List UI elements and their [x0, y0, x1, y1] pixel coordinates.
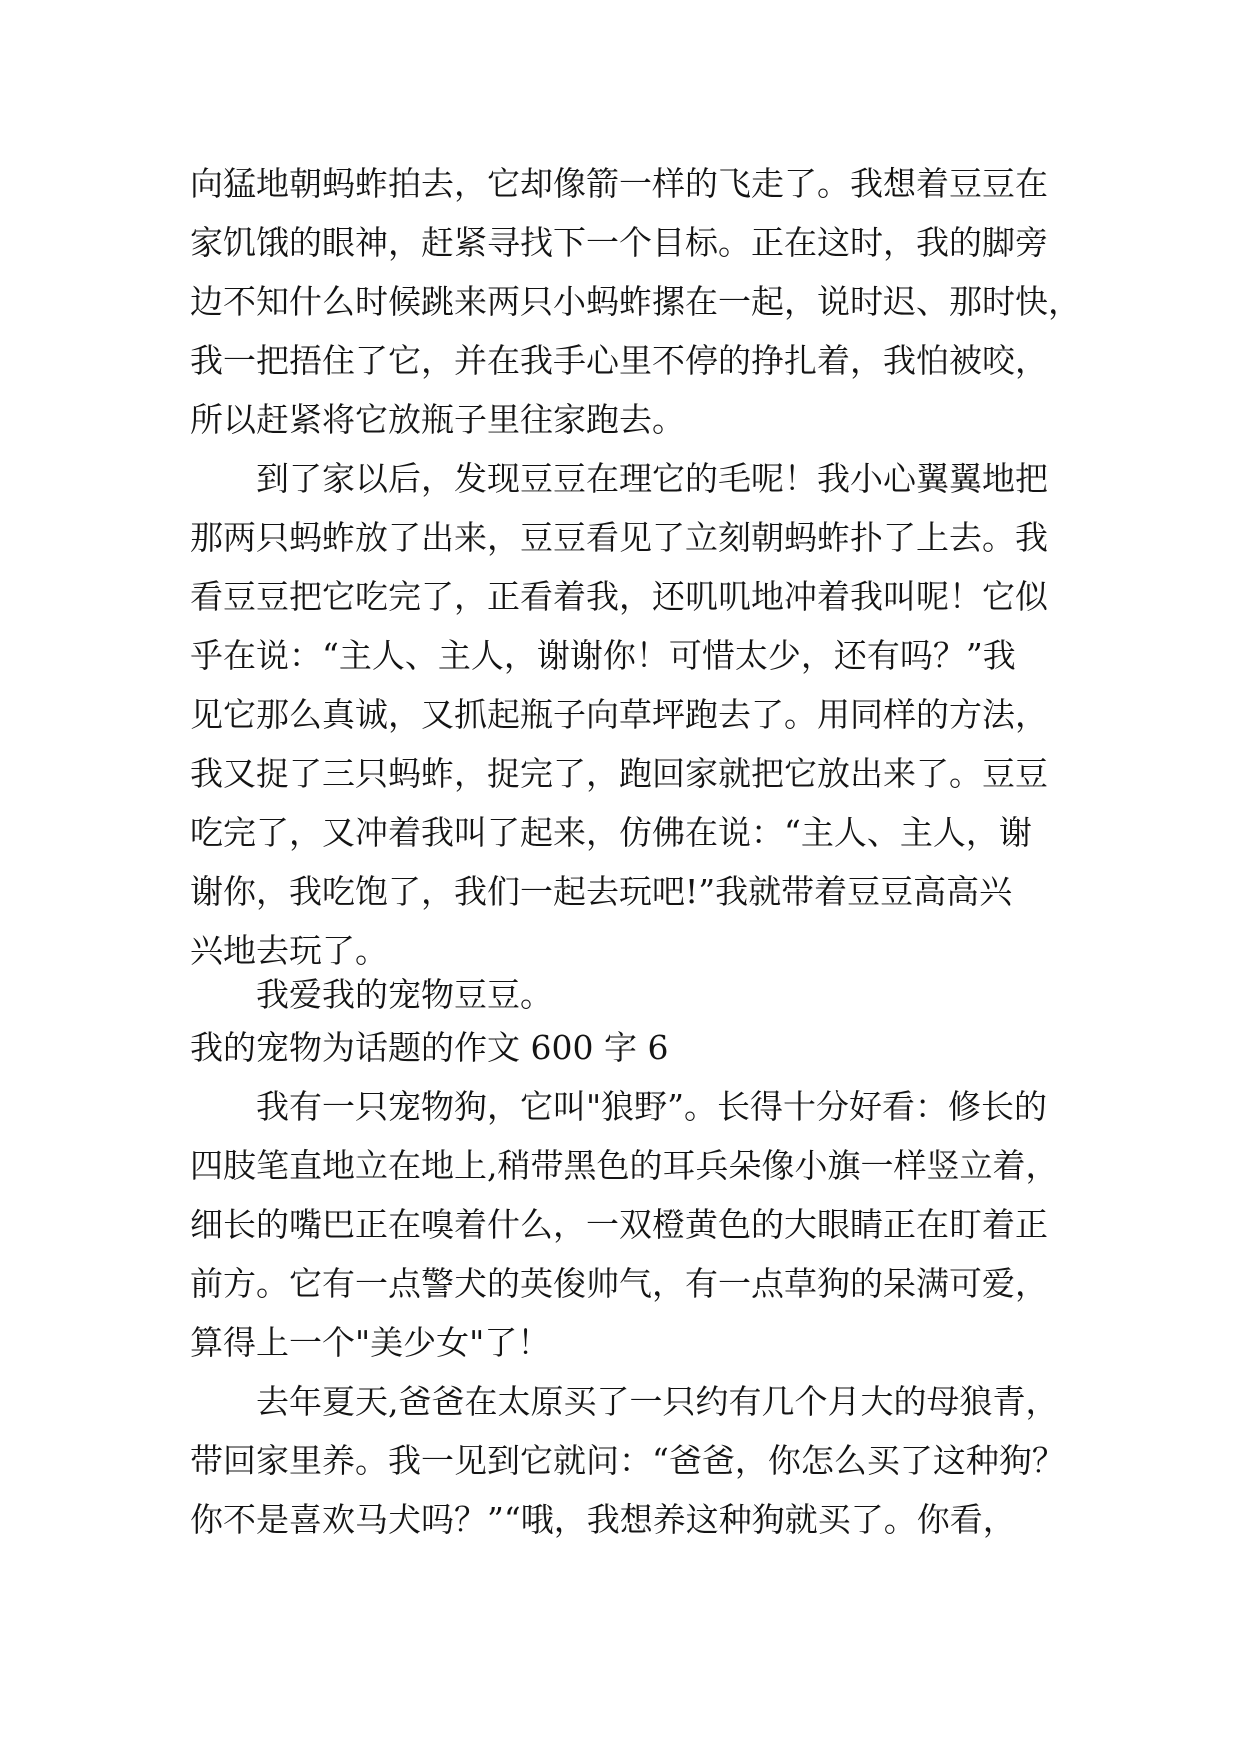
text-line: 谢你，我吃饱了，我们一起去玩吧!”我就带着豆豆高高兴: [190, 872, 1013, 911]
paragraph: [190, 154, 1090, 449]
text-line: 前方。它有一点警犬的英俊帅气，有一点草狗的呆满可爱，: [190, 1264, 1048, 1303]
text-line: 我爱我的宠物豆豆。: [256, 975, 553, 1014]
text-line: 细长的嘴巴正在嗅着什么，一双橙黄色的大眼睛正在盯着正: [190, 1205, 1048, 1244]
section-heading: [190, 1018, 1090, 1077]
text-line: 带回家里养。我一见到它就问：“爸爸，你怎么买了这种狗？: [190, 1441, 1065, 1480]
text-line: 家饥饿的眼神，赶紧寻找下一个目标。正在这时，我的脚旁: [190, 223, 1048, 262]
paragraph: [190, 449, 1090, 980]
text-line: 我一把捂住了它，并在我手心里不停的挣扎着，我怕被咬，: [190, 341, 1048, 380]
document-body: [190, 154, 1090, 1549]
heading-text: 我的宠物为话题的作文 600 字 6: [190, 1028, 669, 1067]
text-line: 那两只蚂蚱放了出来，豆豆看见了立刻朝蚂蚱扑了上去。我: [190, 518, 1048, 557]
text-line: 到了家以后，发现豆豆在理它的毛呢！我小心翼翼地把: [256, 459, 1048, 498]
text-line: 向猛地朝蚂蚱拍去，它却像箭一样的飞走了。我想着豆豆在: [190, 164, 1048, 203]
text-line: 乎在说：“主人、主人，谢谢你！可惜太少，还有吗？”我: [190, 636, 1016, 675]
text-line: 看豆豆把它吃完了，正看着我，还叽叽地冲着我叫呢！它似: [190, 577, 1048, 616]
paragraph: [190, 965, 1090, 1024]
text-line: 所以赶紧将它放瓶子里往家跑去。: [190, 400, 685, 439]
text-line: 去年夏天,爸爸在太原买了一只约有几个月大的母狼青，: [256, 1382, 1059, 1421]
text-line: 你不是喜欢马犬吗？”“哦，我想养这种狗就买了。你看，: [190, 1500, 1016, 1539]
paragraph: [190, 1372, 1090, 1549]
text-line: 我有一只宠物狗，它叫"狼野”。长得十分好看：修长的: [256, 1087, 1048, 1126]
text-line: 见它那么真诚，又抓起瓶子向草坪跑去了。用同样的方法，: [190, 695, 1048, 734]
text-line: 边不知什么时候跳来两只小蚂蚱摞在一起，说时迟、那时快，: [190, 282, 1081, 321]
text-line: 兴地去玩了。: [190, 931, 388, 970]
text-line: 我又捉了三只蚂蚱，捉完了，跑回家就把它放出来了。豆豆: [190, 754, 1048, 793]
text-line: 吃完了，又冲着我叫了起来，仿佛在说：“主人、主人，谢: [190, 813, 1032, 852]
paragraph: [190, 1077, 1090, 1372]
text-line: 算得上一个"美少女"了！: [190, 1323, 551, 1362]
text-line: 四肢笔直地立在地上,稍带黑色的耳兵朵像小旗一样竖立着，: [190, 1146, 1059, 1185]
